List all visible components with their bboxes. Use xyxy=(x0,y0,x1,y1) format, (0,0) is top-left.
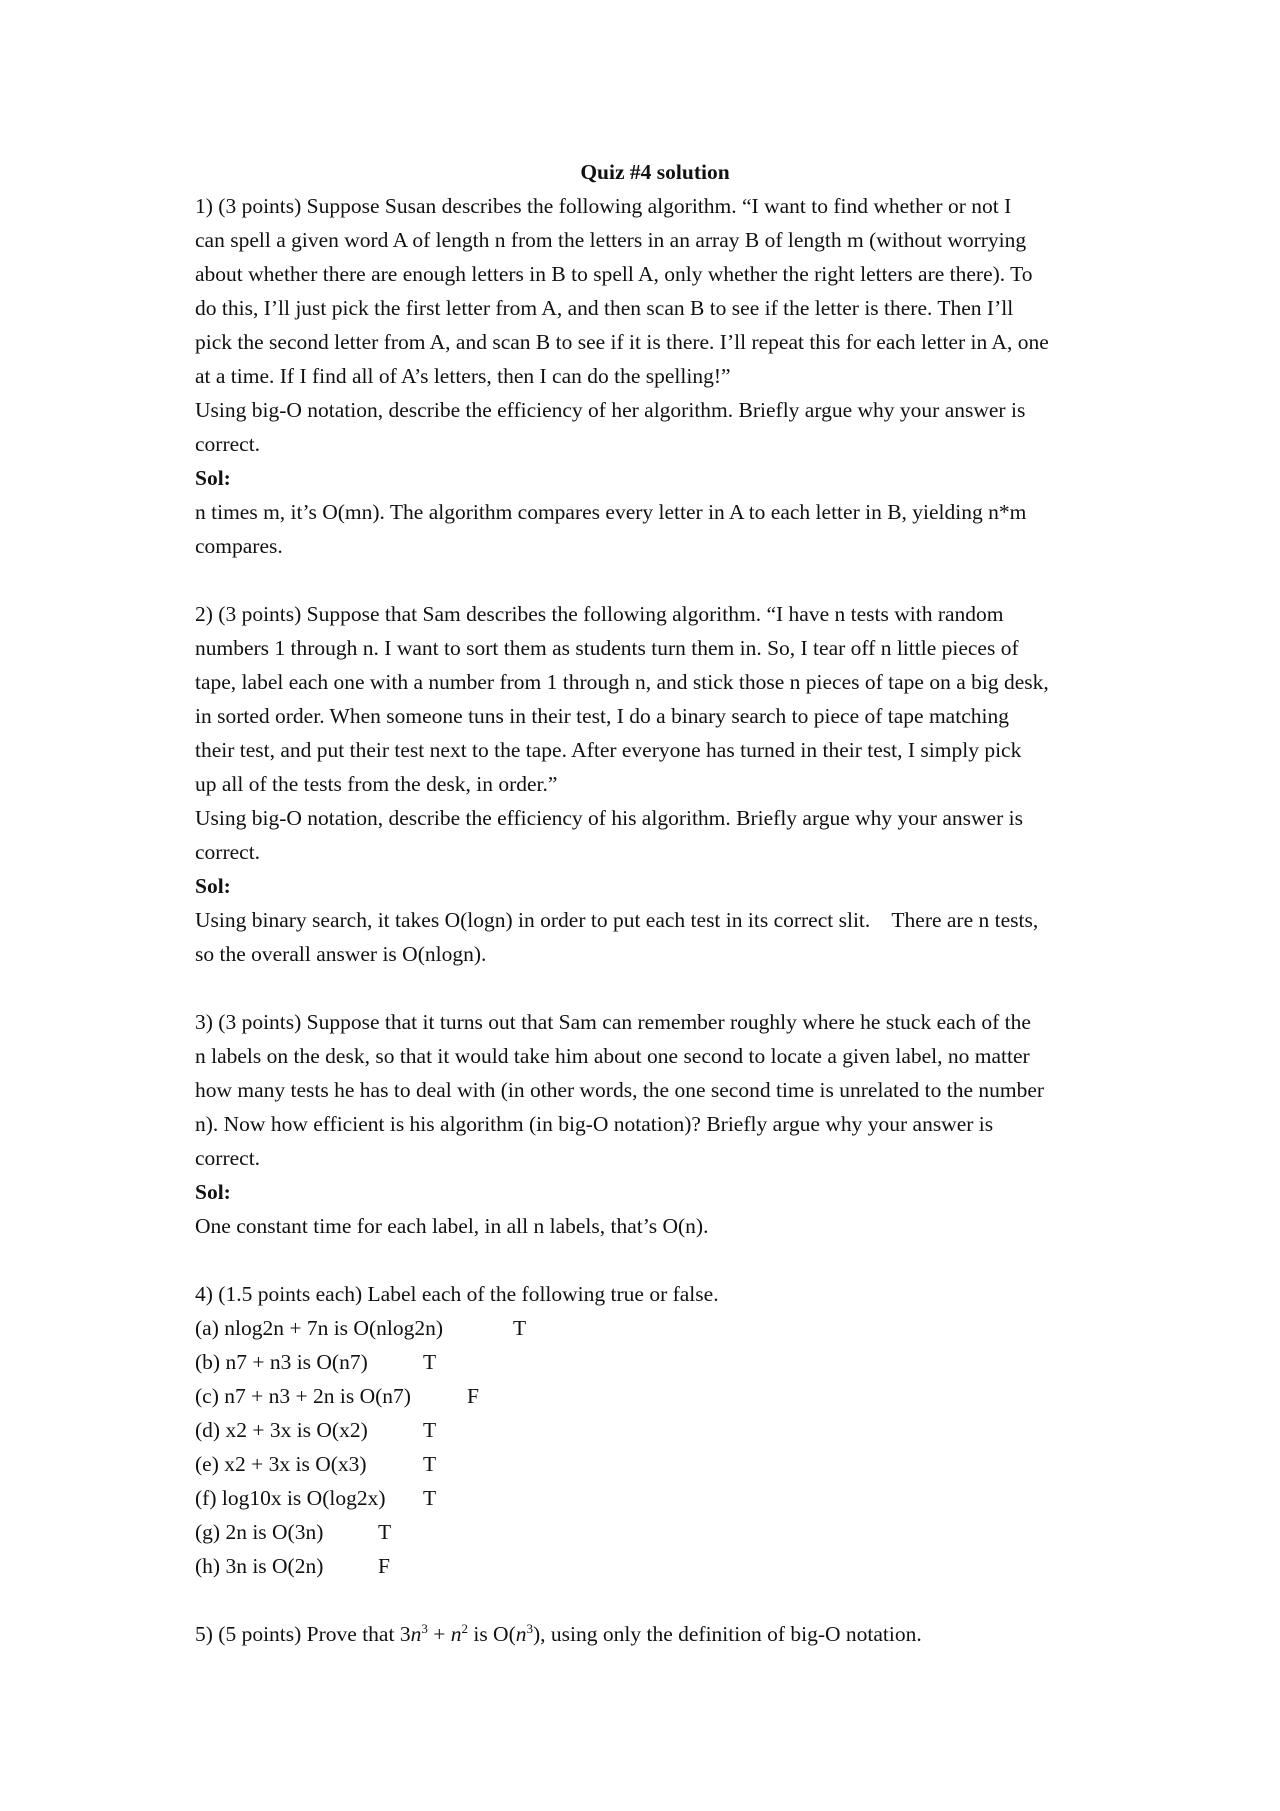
tf-expression: (c) n7 + n3 + 2n is O(n7) xyxy=(195,1384,411,1408)
q5-text-prefix: 5) (5 points) Prove that 3 xyxy=(195,1622,411,1646)
tf-item-g xyxy=(195,1515,1115,1549)
tf-item-c xyxy=(195,1379,1115,1413)
tf-item-f xyxy=(195,1481,1115,1515)
q3-sol-label: Sol: xyxy=(195,1180,231,1204)
tf-answer: T xyxy=(423,1452,437,1476)
q1-line: about whether there are enough letters in B to spell A, only whether the right letters are there). To xyxy=(195,262,1033,286)
page-title: Quiz #4 solution xyxy=(580,160,730,184)
document-page xyxy=(195,155,1115,1651)
q1-line: at a time. If I find all of A’s letters, then I can do the spelling!” xyxy=(195,364,731,388)
tf-item-e xyxy=(195,1447,1115,1481)
tf-answer: T xyxy=(423,1350,437,1374)
q3-line: 3) (3 points) Suppose that it turns out that Sam can remember roughly where he stuck each of the xyxy=(195,1010,1031,1034)
q5-var: n xyxy=(515,1622,527,1646)
q1-line: pick the second letter from A, and scan B to see if it is there. I’ll repeat this for each letter in A, one xyxy=(195,330,1049,354)
q5-var: n xyxy=(450,1622,462,1646)
tf-answer: F xyxy=(467,1384,479,1408)
tf-expression: (a) nlog2n + 7n is O(nlog2n) xyxy=(195,1316,443,1340)
q3-line: n labels on the desk, so that it would take him about one second to locate a given label, no matter xyxy=(195,1044,1030,1068)
tf-item-h xyxy=(195,1549,1115,1583)
q3-line: correct. xyxy=(195,1146,261,1170)
q4-heading: 4) (1.5 points each) Label each of the following true or false. xyxy=(195,1282,719,1306)
q5-exponent: 3 xyxy=(421,1620,428,1636)
q2-line: numbers 1 through n. I want to sort them as students turn them in. So, I tear off n little pieces of xyxy=(195,636,1019,660)
q5-text-plus: + xyxy=(427,1622,451,1646)
q5-text-suffix: ), using only the definition of big-O notation. xyxy=(533,1622,922,1646)
q1-sol-label: Sol: xyxy=(195,466,231,490)
tf-answer: T xyxy=(423,1418,437,1442)
q5-exponent: 2 xyxy=(461,1620,468,1636)
q2-line: Using big-O notation, describe the efficiency of his algorithm. Briefly argue why your answer is xyxy=(195,806,1023,830)
tf-answer: F xyxy=(378,1554,390,1578)
question-5 xyxy=(195,1617,1115,1651)
q3-sol-line: One constant time for each label, in all n labels, that’s O(n). xyxy=(195,1214,709,1238)
tf-answer: T xyxy=(423,1486,437,1510)
tf-item-b xyxy=(195,1345,1115,1379)
q1-sol-line: compares. xyxy=(195,534,283,558)
tf-expression: (f) log10x is O(log2x) xyxy=(195,1486,386,1510)
q2-line: tape, label each one with a number from 1 through n, and stick those n pieces of tape on a big desk, xyxy=(195,670,1049,694)
q5-text-is: is O( xyxy=(467,1622,516,1646)
q2-line: correct. xyxy=(195,840,261,864)
q1-line: Using big-O notation, describe the efficiency of her algorithm. Briefly argue why your answer is xyxy=(195,398,1026,422)
q2-line: in sorted order. When someone tuns in their test, I do a binary search to piece of tape matching xyxy=(195,704,1009,728)
tf-expression: (e) x2 + 3x is O(x3) xyxy=(195,1452,367,1476)
tf-answer: T xyxy=(513,1316,527,1340)
q2-sol-label: Sol: xyxy=(195,874,231,898)
q1-line: can spell a given word A of length n from the letters in an array B of length m (without worrying xyxy=(195,228,1027,252)
q5-exponent: 3 xyxy=(526,1620,533,1636)
q2-line: their test, and put their test next to the tape. After everyone has turned in their test, I simply pick xyxy=(195,738,1022,762)
q1-line: 1) (3 points) Suppose Susan describes the following algorithm. “I want to find whether or not I xyxy=(195,194,1012,218)
question-4 xyxy=(195,1277,1115,1583)
tf-expression: (d) x2 + 3x is O(x2) xyxy=(195,1418,368,1442)
q1-line: correct. xyxy=(195,432,261,456)
tf-expression: (b) n7 + n3 is O(n7) xyxy=(195,1350,368,1374)
tf-answer: T xyxy=(378,1520,392,1544)
q1-line: do this, I’ll just pick the first letter from A, and then scan B to see if the letter is there. Then I’ll xyxy=(195,296,1014,320)
q3-line: how many tests he has to deal with (in other words, the one second time is unrelated to the number xyxy=(195,1078,1045,1102)
q2-sol-line: so the overall answer is O(nlogn). xyxy=(195,942,487,966)
tf-expression: (h) 3n is O(2n) xyxy=(195,1554,324,1578)
tf-item-a xyxy=(195,1311,1115,1345)
q2-sol-line: Using binary search, it takes O(logn) in order to put each test in its correct slit. There are n tests, xyxy=(195,908,1039,932)
q2-line: up all of the tests from the desk, in order.” xyxy=(195,772,558,796)
q3-line: n). Now how efficient is his algorithm (in big-O notation)? Briefly argue why your answer is xyxy=(195,1112,994,1136)
q2-line: 2) (3 points) Suppose that Sam describes the following algorithm. “I have n tests with random xyxy=(195,602,1004,626)
question-2 xyxy=(195,597,1115,971)
tf-item-d xyxy=(195,1413,1115,1447)
tf-expression: (g) 2n is O(3n) xyxy=(195,1520,324,1544)
q1-sol-line: n times m, it’s O(mn). The algorithm compares every letter in A to each letter in B, yielding n*m xyxy=(195,500,1027,524)
question-3 xyxy=(195,1005,1115,1243)
q5-var: n xyxy=(410,1622,422,1646)
question-1 xyxy=(195,189,1115,563)
